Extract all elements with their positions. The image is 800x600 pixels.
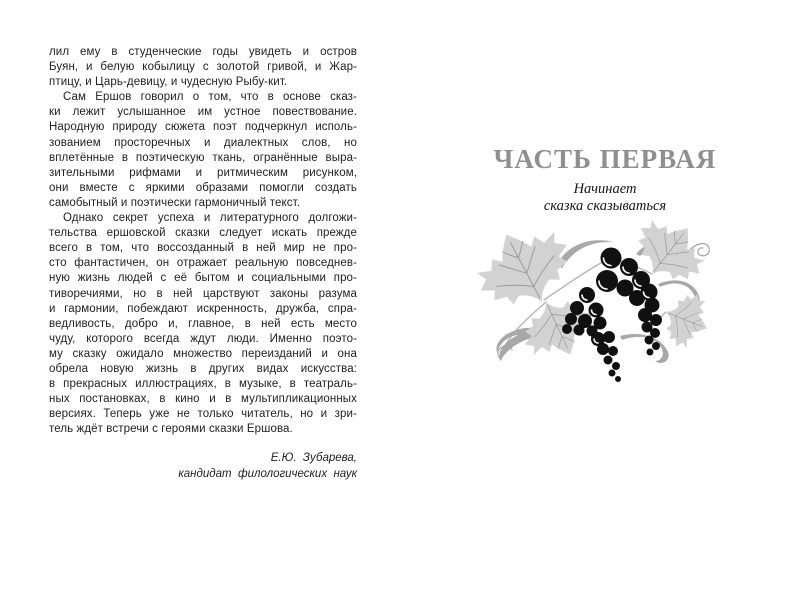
subtitle-line-2: сказка сказываться (543, 198, 667, 214)
text-line: сто фантастичен, он отражает реальную повседнев- (49, 257, 357, 270)
chapter-subtitle (455, 181, 755, 215)
text-line: версиях. Теперь уже не только читатель, но и зри- (49, 408, 357, 421)
berry-chain-right (642, 322, 661, 356)
text-line: ки лежит услышанное им устное повествование. (49, 106, 357, 119)
text-line: ведливость, добро и, главное, в ней есть место (49, 317, 357, 330)
text-line: тель ждёт встречи с героями сказки Ершова. (49, 423, 293, 436)
subtitle-line-1: Начинает (573, 181, 637, 197)
text-line: Народную природу сюжета поэт подчеркнул исполь- (49, 121, 357, 134)
text-line: зительными рифмами и ритмическим рисунком, (49, 166, 357, 179)
chapter-head (455, 146, 755, 215)
berry-chain-center (591, 331, 621, 382)
signature-title: кандидат филологических наук (178, 467, 357, 480)
text-line: тельства ершовской сказки следует искать прежде (49, 227, 357, 240)
signature-author: Е.Ю. Зубарева, (270, 452, 357, 464)
text-line: самобытный и поэтически гармоничный текст. (49, 196, 301, 209)
text-line: Буян, и белую кобылицу с золотой гривой, и Жар- (49, 61, 357, 74)
text-line: ных постановках, в кино и в мультипликационных (49, 393, 357, 406)
text-line: в прекрасных иллюстрациях, в музыке, в театраль- (49, 378, 357, 391)
part-title: ЧАСТЬ ПЕРВАЯ (493, 144, 717, 174)
text-line: и гармонии, побеждают искренность, дружба, спра- (49, 302, 357, 315)
text-line: зованием просторечных и диалектных слов, но (49, 136, 357, 149)
body-text (49, 45, 357, 437)
text-line: му сказку ожидало множество переизданий и она (49, 347, 357, 360)
text-line: всего в том, что воссозданный в ней мир не про- (49, 242, 357, 255)
text-line: ную жизнь людей с её бытом и социальными про- (49, 272, 357, 285)
text-line: обрела новую жизнь в других видах искусства: (49, 362, 357, 375)
text-line: они вместе с яркими образами помогли создать (49, 181, 357, 194)
text-line: Сам Ершов говорил о том, что в основе сказ- (63, 91, 357, 104)
text-line: лил ему в студенческие годы увидеть и остров (49, 46, 357, 58)
text-line: чуду, которого всегда ждут люди. Именно поэто- (49, 332, 357, 345)
author-signature (49, 451, 357, 482)
text-line: Однако секрет успеха и литературного долгожи- (63, 212, 357, 225)
text-line: тиворечиями, но в ней царствуют законы разума (49, 287, 357, 300)
text-line: вплетённые в поэтическую ткань, огранённые выра- (49, 151, 357, 164)
text-line: птицу, и Царь-девицу, и чудесную Рыбу-кит. (49, 76, 288, 89)
currant-ornament-illustration (470, 216, 760, 388)
